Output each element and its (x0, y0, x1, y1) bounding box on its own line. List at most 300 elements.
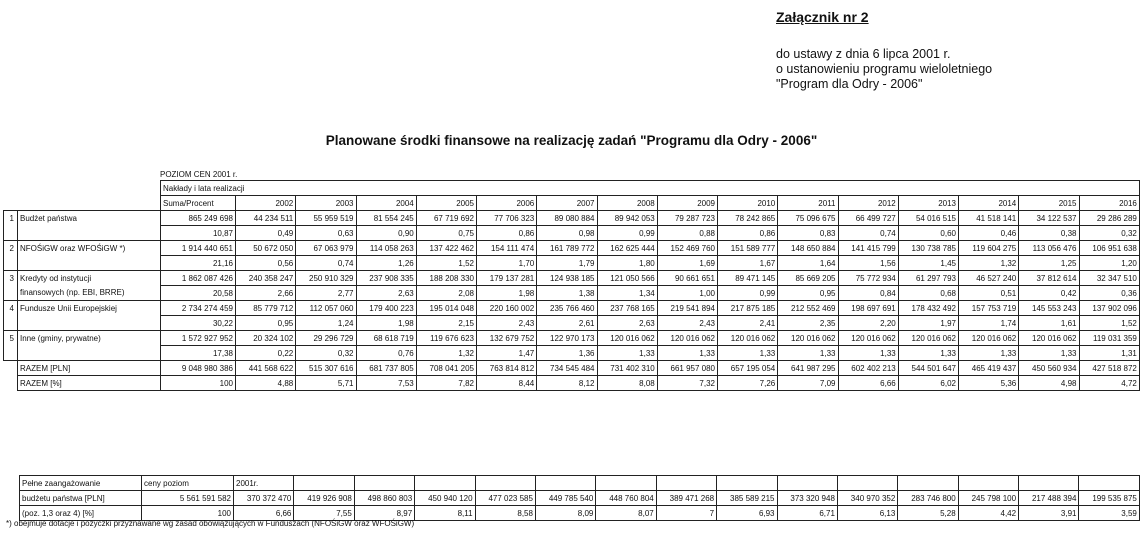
blank-cell (18, 196, 161, 211)
value-cell: 75 772 934 (838, 271, 898, 286)
percent-cell: 1,33 (959, 346, 1019, 361)
table-row (4, 331, 1140, 346)
budget-label: budżetu państwa [PLN] (20, 491, 142, 506)
budget-percent-cell: 5,28 (898, 506, 958, 521)
header-row-years (4, 196, 1140, 211)
percent-cell: 1,98 (356, 316, 416, 331)
percent-cell: 1,69 (657, 256, 717, 271)
value-cell: 81 554 245 (356, 211, 416, 226)
budget-commitment-table (19, 475, 1140, 521)
budget-percent-cell: 8,07 (596, 506, 656, 521)
row-label-cont (18, 226, 161, 241)
row-label-cont (18, 346, 161, 361)
percent-cell: 0,36 (1079, 286, 1139, 301)
year-header: 2006 (477, 196, 537, 211)
value-cell: 212 552 469 (778, 301, 838, 316)
row-sum-percent: 30,22 (161, 316, 236, 331)
value-cell: 114 058 263 (356, 241, 416, 256)
table-row (4, 241, 1140, 256)
document-title: Planowane środki finansowe na realizację zadań "Programu dla Odry - 2006" (325, 133, 818, 148)
value-cell: 90 661 651 (657, 271, 717, 286)
percent-cell: 0,46 (959, 226, 1019, 241)
percent-cell: 1,70 (477, 256, 537, 271)
empty-cell (656, 476, 716, 491)
value-cell: 79 287 723 (657, 211, 717, 226)
value-cell: 119 031 359 (1079, 331, 1139, 346)
percent-cell: 1,61 (1019, 316, 1079, 331)
percent-cell: 0,56 (236, 256, 296, 271)
commitment-label: Pełne zaangażowanie (20, 476, 142, 491)
total-cell: 7,32 (657, 376, 717, 391)
value-cell: 250 910 329 (296, 271, 356, 286)
empty-cell (415, 476, 475, 491)
value-cell: 137 902 096 (1079, 301, 1139, 316)
budget-cell: 389 471 268 (656, 491, 716, 506)
sum-header: Suma/Procent (161, 196, 236, 211)
value-cell: 151 589 777 (718, 241, 778, 256)
total-cell: 4,88 (236, 376, 296, 391)
table-row (4, 301, 1140, 316)
year-header: 2012 (838, 196, 898, 211)
value-cell: 89 080 884 (537, 211, 597, 226)
row-label: Kredyty od instytucji (18, 271, 161, 286)
value-cell: 37 812 614 (1019, 271, 1079, 286)
header-line-1: do ustawy z dnia 6 lipca 2001 r. (776, 47, 951, 61)
value-cell: 120 016 062 (838, 331, 898, 346)
percent-cell: 2,66 (236, 286, 296, 301)
value-cell: 120 016 062 (959, 331, 1019, 346)
percent-cell: 1,33 (657, 346, 717, 361)
total-cell: 4,72 (1079, 376, 1139, 391)
percent-cell: 0,42 (1019, 286, 1079, 301)
row-number-cont (4, 346, 18, 361)
percent-cell: 2,63 (356, 286, 416, 301)
percent-cell: 0,84 (838, 286, 898, 301)
percent-cell: 1,97 (898, 316, 958, 331)
budget-sum: 5 561 591 582 (142, 491, 234, 506)
value-cell: 161 789 772 (537, 241, 597, 256)
header-line-2: o ustanowieniu programu wieloletniego (776, 62, 993, 76)
empty-cell (898, 476, 958, 491)
row-number-cont (4, 226, 18, 241)
percent-cell: 0,99 (718, 286, 778, 301)
total-cell: 465 419 437 (959, 361, 1019, 376)
row-sum: 1 862 087 426 (161, 271, 236, 286)
value-cell: 54 016 515 (898, 211, 958, 226)
percent-cell: 0,95 (236, 316, 296, 331)
value-cell: 237 908 335 (356, 271, 416, 286)
row-number: 3 (4, 271, 18, 286)
percent-cell: 0,90 (356, 226, 416, 241)
percent-cell: 2,43 (477, 316, 537, 331)
table-row (4, 271, 1140, 286)
percent-cell: 1,34 (597, 286, 657, 301)
value-cell: 77 706 323 (477, 211, 537, 226)
total-row-pln (4, 361, 1140, 376)
row-label: Inne (gminy, prywatne) (18, 331, 161, 346)
value-cell: 178 432 492 (898, 301, 958, 316)
empty-cell (294, 476, 354, 491)
total-sum: 100 (161, 376, 236, 391)
value-cell: 148 650 884 (778, 241, 838, 256)
row-label: NFOŚiGW oraz WFOŚiGW *) (18, 241, 161, 256)
percent-cell: 1,64 (778, 256, 838, 271)
value-cell: 119 676 623 (416, 331, 476, 346)
year-header: 2003 (296, 196, 356, 211)
bottom-row-header (20, 476, 1140, 491)
budget-percent-cell: 7 (656, 506, 716, 521)
budget-cell: 217 488 394 (1019, 491, 1079, 506)
total-cell: 7,26 (718, 376, 778, 391)
value-cell: 113 056 476 (1019, 241, 1079, 256)
percent-cell: 0,75 (416, 226, 476, 241)
percent-cell: 1,79 (537, 256, 597, 271)
percent-cell: 1,33 (597, 346, 657, 361)
row-label: Fundusze Unii Europejskiej (18, 301, 161, 316)
table-row-percent (4, 316, 1140, 331)
total-cell: 450 560 934 (1019, 361, 1079, 376)
budget-cell: 448 760 804 (596, 491, 656, 506)
percent-cell: 1,20 (1079, 256, 1139, 271)
row-number: 5 (4, 331, 18, 346)
empty-cell (596, 476, 656, 491)
total-row-percent (4, 376, 1140, 391)
percent-cell: 2,77 (296, 286, 356, 301)
empty-cell (777, 476, 837, 491)
percent-cell: 0,63 (296, 226, 356, 241)
total-cell: 763 814 812 (477, 361, 537, 376)
row-sum-percent: 10,87 (161, 226, 236, 241)
empty-cell (535, 476, 595, 491)
row-number: 2 (4, 241, 18, 256)
percent-cell: 1,56 (838, 256, 898, 271)
percent-cell: 1,26 (356, 256, 416, 271)
value-cell: 67 063 979 (296, 241, 356, 256)
footnote: *) obejmuje dotacje i pożyczki przyznawane wg zasad obowiązujących w Funduszach (NFOŚiGW oraz WFOŚiGW) (6, 519, 415, 528)
value-cell: 235 766 460 (537, 301, 597, 316)
table-row-percent (4, 346, 1140, 361)
year-header: 2008 (597, 196, 657, 211)
value-cell: 120 016 062 (778, 331, 838, 346)
percent-cell: 0,60 (898, 226, 958, 241)
budget-percent-cell: 6,71 (777, 506, 837, 521)
blank-cell (4, 376, 18, 391)
value-cell: 130 738 785 (898, 241, 958, 256)
empty-cell (958, 476, 1018, 491)
value-cell: 78 242 865 (718, 211, 778, 226)
value-cell: 89 942 053 (597, 211, 657, 226)
percent-cell: 0,74 (838, 226, 898, 241)
value-cell: 120 016 062 (1019, 331, 1079, 346)
budget-percent-cell: 4,42 (958, 506, 1018, 521)
total-cell: 661 957 080 (657, 361, 717, 376)
value-cell: 67 719 692 (416, 211, 476, 226)
empty-cell (1079, 476, 1139, 491)
header-line-3: "Program dla Odry - 2006" (776, 77, 923, 91)
percent-cell: 1,33 (1019, 346, 1079, 361)
percent-cell: 1,31 (1079, 346, 1139, 361)
row-sum-percent: 21,16 (161, 256, 236, 271)
value-cell: 29 296 729 (296, 331, 356, 346)
attachment-title: Załącznik nr 2 (776, 9, 869, 25)
percent-cell: 0,22 (236, 346, 296, 361)
percent-cell: 1,45 (898, 256, 958, 271)
budget-percent-cell: 6,93 (717, 506, 777, 521)
value-cell: 112 057 060 (296, 301, 356, 316)
value-cell: 188 208 330 (416, 271, 476, 286)
value-cell: 152 469 760 (657, 241, 717, 256)
year-header: 2015 (1019, 196, 1079, 211)
row-sum: 2 734 274 459 (161, 301, 236, 316)
percent-cell: 0,76 (356, 346, 416, 361)
budget-percent-cell: 6,66 (234, 506, 294, 521)
budget-percent-sum: 100 (142, 506, 234, 521)
value-cell: 61 297 793 (898, 271, 958, 286)
value-cell: 132 679 752 (477, 331, 537, 346)
percent-cell: 1,80 (597, 256, 657, 271)
percent-cell: 0,83 (778, 226, 838, 241)
value-cell: 179 137 281 (477, 271, 537, 286)
total-cell: 8,08 (597, 376, 657, 391)
percent-cell: 2,41 (718, 316, 778, 331)
value-cell: 66 499 727 (838, 211, 898, 226)
table-row-percent (4, 286, 1140, 301)
percent-cell: 2,61 (537, 316, 597, 331)
budget-percent-cell: 8,11 (415, 506, 475, 521)
empty-cell (837, 476, 897, 491)
row-label: Budżet państwa (18, 211, 161, 226)
value-cell: 179 400 223 (356, 301, 416, 316)
percent-cell: 1,33 (778, 346, 838, 361)
value-cell: 120 016 062 (898, 331, 958, 346)
percent-cell: 0,99 (597, 226, 657, 241)
budget-percent-cell: 8,09 (535, 506, 595, 521)
budget-percent-cell: 8,58 (475, 506, 535, 521)
value-cell: 141 415 799 (838, 241, 898, 256)
percent-cell: 1,36 (537, 346, 597, 361)
budget-cell: 419 926 908 (294, 491, 354, 506)
value-cell: 124 938 185 (537, 271, 597, 286)
total-cell: 441 568 622 (236, 361, 296, 376)
table-row-percent (4, 256, 1140, 271)
blank-cell (18, 181, 161, 196)
percent-cell: 0,88 (657, 226, 717, 241)
blank-cell (4, 196, 18, 211)
value-cell: 237 768 165 (597, 301, 657, 316)
percent-cell: 0,95 (778, 286, 838, 301)
empty-cell (717, 476, 777, 491)
budget-cell: 370 372 470 (234, 491, 294, 506)
percent-cell: 1,98 (477, 286, 537, 301)
total-cell: 8,44 (477, 376, 537, 391)
total-cell: 7,53 (356, 376, 416, 391)
percent-cell: 0,68 (898, 286, 958, 301)
budget-cell: 245 798 100 (958, 491, 1018, 506)
budget-percent-cell: 6,13 (837, 506, 897, 521)
year-header: 2016 (1079, 196, 1139, 211)
table-row (4, 211, 1140, 226)
budget-cell: 449 785 540 (535, 491, 595, 506)
value-cell: 217 875 185 (718, 301, 778, 316)
total-cell: 641 987 295 (778, 361, 838, 376)
percent-cell: 0,32 (296, 346, 356, 361)
empty-cell (354, 476, 414, 491)
total-cell: 734 545 484 (537, 361, 597, 376)
value-cell: 195 014 048 (416, 301, 476, 316)
value-cell: 145 553 243 (1019, 301, 1079, 316)
budget-cell: 373 320 948 (777, 491, 837, 506)
budget-cell: 340 970 352 (837, 491, 897, 506)
empty-cell (1019, 476, 1079, 491)
group-header: Nakłady i lata realizacji (161, 181, 1140, 196)
budget-percent-cell: 7,55 (294, 506, 354, 521)
year-header: 2005 (416, 196, 476, 211)
total-cell: 427 518 872 (1079, 361, 1139, 376)
year-header: 2009 (657, 196, 717, 211)
total-cell: 8,12 (537, 376, 597, 391)
budget-percent-cell: 3,91 (1019, 506, 1079, 521)
price-level-note: ceny poziom (142, 476, 234, 491)
table-row-percent (4, 226, 1140, 241)
row-sum: 865 249 698 (161, 211, 236, 226)
percent-cell: 1,00 (657, 286, 717, 301)
value-cell: 29 286 289 (1079, 211, 1139, 226)
year-header: 2011 (778, 196, 838, 211)
row-number: 1 (4, 211, 18, 226)
value-cell: 85 779 712 (236, 301, 296, 316)
total-cell: 515 307 616 (296, 361, 356, 376)
percent-cell: 1,52 (1079, 316, 1139, 331)
row-sum-percent: 20,58 (161, 286, 236, 301)
value-cell: 41 518 141 (959, 211, 1019, 226)
percent-cell: 1,33 (838, 346, 898, 361)
price-year: 2001r. (234, 476, 294, 491)
row-label-cont (18, 316, 161, 331)
total-cell: 7,82 (416, 376, 476, 391)
row-number-cont (4, 256, 18, 271)
percent-cell: 0,74 (296, 256, 356, 271)
row-number-cont (4, 286, 18, 301)
value-cell: 122 970 173 (537, 331, 597, 346)
percent-cell: 2,20 (838, 316, 898, 331)
total-cell: 544 501 647 (898, 361, 958, 376)
total-label: RAZEM [PLN] (18, 361, 161, 376)
total-cell: 4,98 (1019, 376, 1079, 391)
budget-percent-label: (poz. 1,3 oraz 4) [%] (20, 506, 142, 521)
year-header: 2013 (898, 196, 958, 211)
row-label-cont (18, 256, 161, 271)
value-cell: 137 422 462 (416, 241, 476, 256)
value-cell: 20 324 102 (236, 331, 296, 346)
total-cell: 5,71 (296, 376, 356, 391)
value-cell: 50 672 050 (236, 241, 296, 256)
percent-cell: 0,86 (718, 226, 778, 241)
percent-cell: 1,33 (718, 346, 778, 361)
year-header: 2004 (356, 196, 416, 211)
total-label: RAZEM [%] (18, 376, 161, 391)
percent-cell: 1,25 (1019, 256, 1079, 271)
blank-cell (4, 361, 18, 376)
percent-cell: 0,86 (477, 226, 537, 241)
value-cell: 240 358 247 (236, 271, 296, 286)
budget-cell: 283 746 800 (898, 491, 958, 506)
percent-cell: 1,47 (477, 346, 537, 361)
budget-cell: 450 940 120 (415, 491, 475, 506)
row-sum: 1 914 440 651 (161, 241, 236, 256)
row-sum-percent: 17,38 (161, 346, 236, 361)
blank-cell (4, 181, 18, 196)
budget-percent-cell: 8,97 (354, 506, 414, 521)
percent-cell: 1,67 (718, 256, 778, 271)
percent-cell: 0,32 (1079, 226, 1139, 241)
percent-cell: 0,98 (537, 226, 597, 241)
total-cell: 6,02 (898, 376, 958, 391)
year-header: 2002 (236, 196, 296, 211)
budget-percent-cell: 3,59 (1079, 506, 1139, 521)
value-cell: 68 618 719 (356, 331, 416, 346)
price-level-label: POZIOM CEN 2001 r. (160, 170, 238, 179)
total-sum: 9 048 980 386 (161, 361, 236, 376)
percent-cell: 0,38 (1019, 226, 1079, 241)
total-cell: 708 041 205 (416, 361, 476, 376)
row-sum: 1 572 927 952 (161, 331, 236, 346)
value-cell: 120 016 062 (718, 331, 778, 346)
value-cell: 44 234 511 (236, 211, 296, 226)
budget-cell: 498 860 803 (354, 491, 414, 506)
header-row-group (4, 181, 1140, 196)
bottom-row-pln (20, 491, 1140, 506)
value-cell: 119 604 275 (959, 241, 1019, 256)
value-cell: 121 050 566 (597, 271, 657, 286)
value-cell: 55 959 519 (296, 211, 356, 226)
total-cell: 681 737 805 (356, 361, 416, 376)
total-cell: 7,09 (778, 376, 838, 391)
year-header: 2014 (959, 196, 1019, 211)
value-cell: 120 016 062 (657, 331, 717, 346)
value-cell: 85 669 205 (778, 271, 838, 286)
percent-cell: 1,74 (959, 316, 1019, 331)
total-cell: 5,36 (959, 376, 1019, 391)
percent-cell: 1,24 (296, 316, 356, 331)
budget-cell: 385 589 215 (717, 491, 777, 506)
value-cell: 162 625 444 (597, 241, 657, 256)
total-cell: 731 402 310 (597, 361, 657, 376)
percent-cell: 2,35 (778, 316, 838, 331)
percent-cell: 1,38 (537, 286, 597, 301)
row-number: 4 (4, 301, 18, 316)
value-cell: 120 016 062 (597, 331, 657, 346)
percent-cell: 1,32 (959, 256, 1019, 271)
percent-cell: 1,52 (416, 256, 476, 271)
financing-table (3, 180, 1140, 391)
total-cell: 6,66 (838, 376, 898, 391)
value-cell: 106 951 638 (1079, 241, 1139, 256)
total-cell: 657 195 054 (718, 361, 778, 376)
percent-cell: 0,51 (959, 286, 1019, 301)
row-number-cont (4, 316, 18, 331)
value-cell: 157 753 719 (959, 301, 1019, 316)
percent-cell: 1,32 (416, 346, 476, 361)
value-cell: 46 527 240 (959, 271, 1019, 286)
value-cell: 220 160 002 (477, 301, 537, 316)
percent-cell: 2,63 (597, 316, 657, 331)
value-cell: 219 541 894 (657, 301, 717, 316)
year-header: 2007 (537, 196, 597, 211)
value-cell: 32 347 510 (1079, 271, 1139, 286)
total-cell: 602 402 213 (838, 361, 898, 376)
row-label-cont: finansowych (np. EBI, BRRE) (18, 286, 161, 301)
value-cell: 89 471 145 (718, 271, 778, 286)
